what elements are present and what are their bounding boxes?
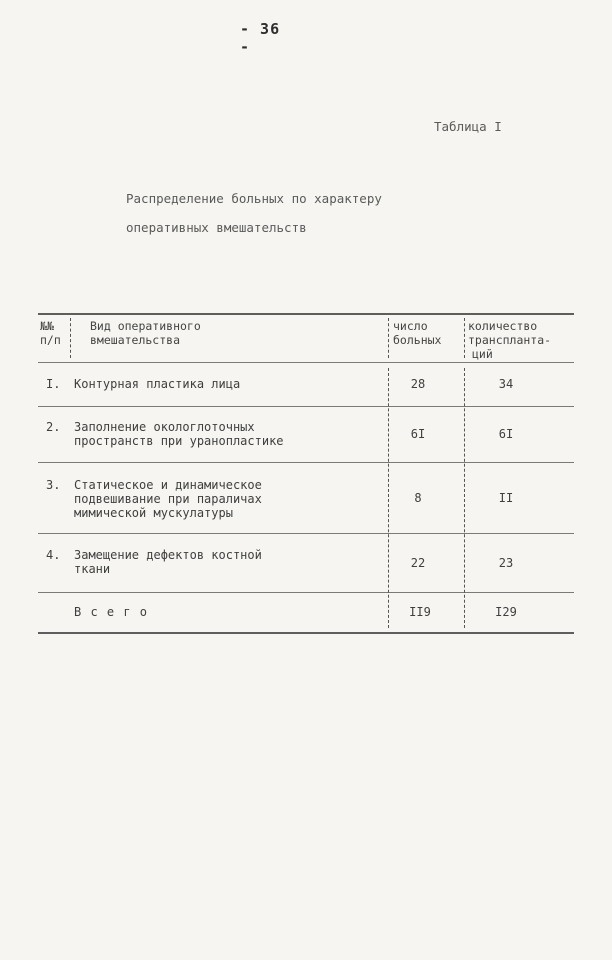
row-1-type: Контурная пластика лица — [74, 377, 241, 391]
total-label: В с е г о — [74, 605, 149, 619]
row-2-number: 2. — [46, 420, 61, 434]
row-3-patients: 8 — [414, 491, 422, 505]
row-4-transplants: 23 — [498, 556, 514, 570]
header-num-line-2: п/п — [40, 333, 61, 347]
row-2-type-line-1: Заполнение окологлоточных — [74, 420, 255, 434]
header-type-line-2: вмешательства — [90, 333, 181, 347]
row-3-type-line-3: мимической мускулатуры — [74, 506, 233, 520]
header-separator-num — [70, 318, 71, 358]
row-4-patients: 22 — [410, 556, 426, 570]
table-caption-line-2: оперативных вмешательств — [126, 220, 307, 235]
row-2-type-line-2: пространств при уранопластике — [74, 434, 284, 448]
row-4-type-line-2: ткани — [74, 562, 111, 576]
header-transplants-line-3: ций — [472, 347, 493, 361]
row-rule-4 — [38, 592, 574, 593]
row-3-transplants: II — [498, 491, 514, 505]
column-separator-transplants — [464, 368, 465, 628]
row-1-patients: 28 — [410, 377, 426, 391]
row-3-type-line-1: Статическое и динамическое — [74, 478, 262, 492]
table-bottom-rule — [38, 632, 574, 634]
row-rule-1 — [38, 406, 574, 407]
row-4-type-line-1: Замещение дефектов костной — [74, 548, 262, 562]
row-3-type-line-2: подвешивание при параличах — [74, 492, 262, 506]
header-patients-line-1: число — [393, 319, 428, 333]
table-caption-line-1: Распределение больных по характеру — [126, 191, 382, 206]
page-number: - 36 - — [240, 20, 281, 56]
total-transplants: I29 — [495, 605, 517, 619]
header-separator-transplants — [464, 318, 465, 358]
row-rule-3 — [38, 533, 574, 534]
table-label: Таблица I — [434, 119, 502, 134]
header-transplants-line-2: трансплантa- — [468, 333, 552, 347]
header-rule — [38, 362, 574, 363]
total-patients: II9 — [409, 605, 431, 619]
row-2-patients: 6I — [410, 427, 426, 441]
row-3-number: 3. — [46, 478, 61, 492]
header-transplants-line-1: количество — [468, 319, 538, 333]
header-num-line-1: №№ — [40, 319, 54, 333]
header-separator-patients — [388, 318, 389, 358]
header-patients-line-2: больных — [393, 333, 442, 347]
row-1-number: I. — [46, 377, 61, 391]
row-2-transplants: 6I — [498, 427, 514, 441]
header-type-line-1: Вид оперативного — [90, 319, 201, 333]
table-top-rule — [38, 313, 574, 315]
row-4-number: 4. — [46, 548, 61, 562]
row-1-transplants: 34 — [498, 377, 514, 391]
row-rule-2 — [38, 462, 574, 463]
